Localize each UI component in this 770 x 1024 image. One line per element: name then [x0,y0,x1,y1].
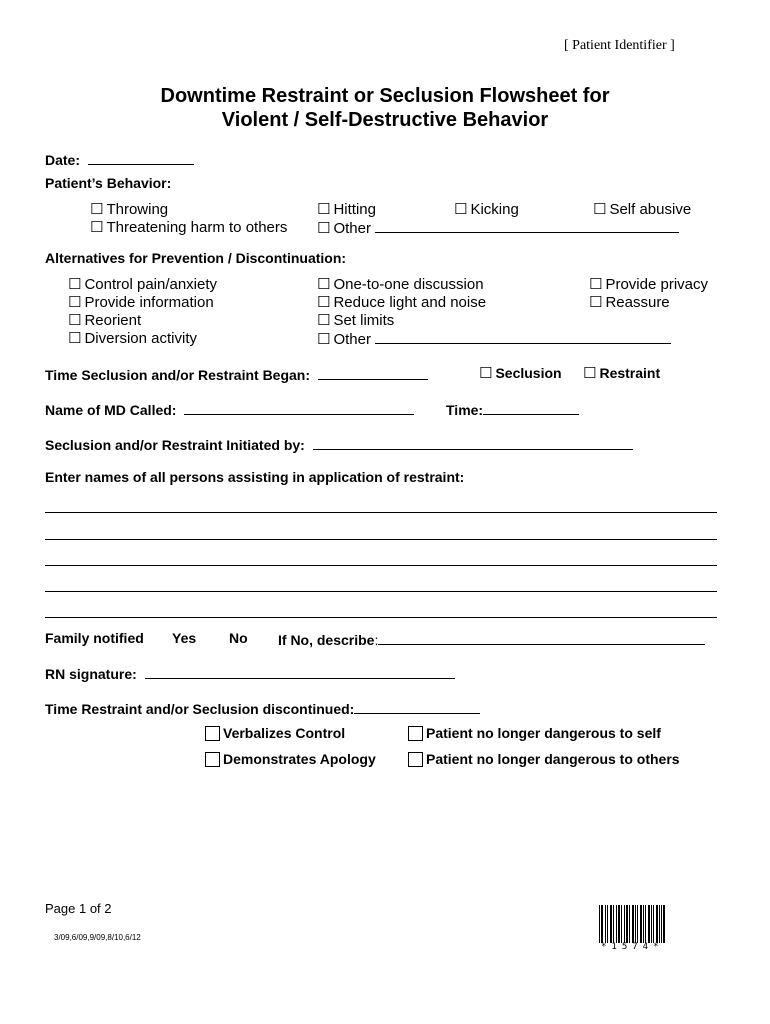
alternatives-other-field[interactable] [375,329,671,344]
family-notified-label: Family notified [45,630,144,646]
checkbox-restraint[interactable] [583,364,660,382]
checkbox-icon: ☐ [317,331,331,348]
md-called-row [45,400,414,418]
md-time-label: Time: [446,402,484,418]
discontinued-time-field[interactable] [354,699,480,714]
checkbox-verbalizes-control[interactable] [205,725,345,741]
checkbox-label: Other [333,220,371,237]
family-yes-option[interactable]: Yes [172,630,197,646]
assisting-line[interactable] [45,539,717,540]
checkbox-label: Demonstrates Apology [223,751,376,767]
discontinued-row [45,699,480,717]
checkbox-icon [408,726,423,741]
checkbox-icon [205,726,220,741]
checkbox-icon: ☐ [454,201,468,218]
checkbox-self-abusive[interactable] [593,200,691,218]
checkbox-label: Threatening harm to others [106,219,288,236]
checkbox-throwing[interactable] [90,200,168,218]
checkbox-privacy[interactable] [589,275,708,293]
time-began-label: Time Seclusion and/or Restraint Began: [45,367,311,383]
checkbox-icon: ☐ [589,276,603,293]
family-describe-field[interactable] [378,630,705,645]
checkbox-behavior-other[interactable] [317,218,679,237]
checkbox-not-dangerous-self[interactable] [408,725,661,741]
md-time-row [446,400,579,418]
patient-identifier: [ Patient Identifier ] [564,38,675,53]
initiated-by-row [45,435,633,453]
checkbox-label: Set limits [333,312,395,329]
behavior-other-field[interactable] [375,218,679,233]
date-row [45,150,194,168]
checkbox-label: Reorient [84,312,142,329]
checkbox-label: Control pain/anxiety [84,276,218,293]
rn-signature-field[interactable] [145,664,455,679]
md-time-field[interactable] [483,400,579,415]
checkbox-set-limits[interactable] [317,311,394,329]
md-name-field[interactable] [184,400,414,415]
checkbox-label: Provide privacy [605,276,708,293]
page-title: Downtime Restraint or Seclusion Flowsheet for [160,85,610,107]
checkbox-label: Other [333,331,371,348]
initiated-by-label: Seclusion and/or Restraint Initiated by: [45,437,305,453]
checkbox-label: Reassure [605,294,670,311]
checkbox-threatening[interactable] [90,218,287,236]
checkbox-label: Restraint [599,365,661,381]
rn-signature-label: RN signature: [45,666,137,682]
checkbox-alternatives-other[interactable] [317,329,671,348]
checkbox-icon: ☐ [90,201,104,218]
checkbox-provide-info[interactable] [68,293,214,311]
checkbox-icon: ☐ [317,312,331,329]
checkbox-icon: ☐ [479,365,493,382]
checkbox-not-dangerous-others[interactable] [408,751,680,767]
checkbox-reassure[interactable] [589,293,670,311]
checkbox-icon: ☐ [317,294,331,311]
if-no-label: If No, describe [278,632,375,648]
checkbox-icon: ☐ [317,276,331,293]
checkbox-one-to-one[interactable] [317,275,484,293]
initiated-by-field[interactable] [313,435,633,450]
checkbox-label: Patient no longer dangerous to others [426,751,680,767]
if-no-colon: : [374,632,379,648]
checkbox-icon: ☐ [90,219,104,236]
checkbox-label: Diversion activity [84,330,197,347]
barcode-icon [599,905,665,943]
checkbox-label: Hitting [333,201,376,218]
checkbox-icon: ☐ [317,201,331,218]
checkbox-label: Seclusion [495,365,562,381]
family-no-option[interactable]: No [229,630,248,646]
checkbox-icon: ☐ [68,312,82,329]
checkbox-reorient[interactable] [68,311,141,329]
checkbox-label: Throwing [106,201,169,218]
md-called-label: Name of MD Called: [45,402,177,418]
checkbox-reduce-light[interactable] [317,293,486,311]
checkbox-label: One-to-one discussion [333,276,484,293]
date-field[interactable] [88,150,194,165]
time-began-field[interactable] [318,365,428,380]
checkbox-diversion[interactable] [68,329,197,347]
assisting-line[interactable] [45,591,717,592]
alternatives-label: Alternatives for Prevention / Discontinuation: [45,250,347,266]
checkbox-label: Verbalizes Control [223,725,346,741]
checkbox-demonstrates-apology[interactable] [205,751,376,767]
checkbox-icon: ☐ [589,294,603,311]
checkbox-label: Reduce light and noise [333,294,487,311]
assisting-line[interactable] [45,565,717,566]
checkbox-label: Self abusive [609,201,692,218]
family-describe-row [278,630,705,648]
checkbox-icon: ☐ [68,276,82,293]
checkbox-icon [408,752,423,767]
checkbox-label: Provide information [84,294,214,311]
page-number: Page 1 of 2 [45,901,112,916]
behavior-label: Patient’s Behavior: [45,175,172,191]
checkbox-label: Kicking [470,201,519,218]
checkbox-control-pain[interactable] [68,275,217,293]
assisting-label: Enter names of all persons assisting in application of restraint: [45,469,465,485]
checkbox-icon: ☐ [583,365,597,382]
assisting-line[interactable] [45,512,717,513]
checkbox-icon: ☐ [68,330,82,347]
time-began-row [45,365,428,383]
checkbox-kicking[interactable] [454,200,519,218]
checkbox-label: Patient no longer dangerous to self [426,725,661,741]
rn-signature-row [45,664,455,682]
checkbox-icon: ☐ [68,294,82,311]
checkbox-hitting[interactable] [317,200,376,218]
date-label: Date: [45,152,81,168]
page-subtitle: Violent / Self-Destructive Behavior [221,109,549,131]
checkbox-icon [205,752,220,767]
barcode-text: *1574* [601,942,664,952]
checkbox-icon: ☐ [317,220,331,237]
revision-dates: 3/09,6/09,9/09,8/10,6/12 [54,933,141,942]
assisting-line[interactable] [45,617,717,618]
checkbox-seclusion[interactable] [479,364,562,382]
discontinued-label: Time Restraint and/or Seclusion discontinued: [45,701,355,717]
checkbox-icon: ☐ [593,201,607,218]
